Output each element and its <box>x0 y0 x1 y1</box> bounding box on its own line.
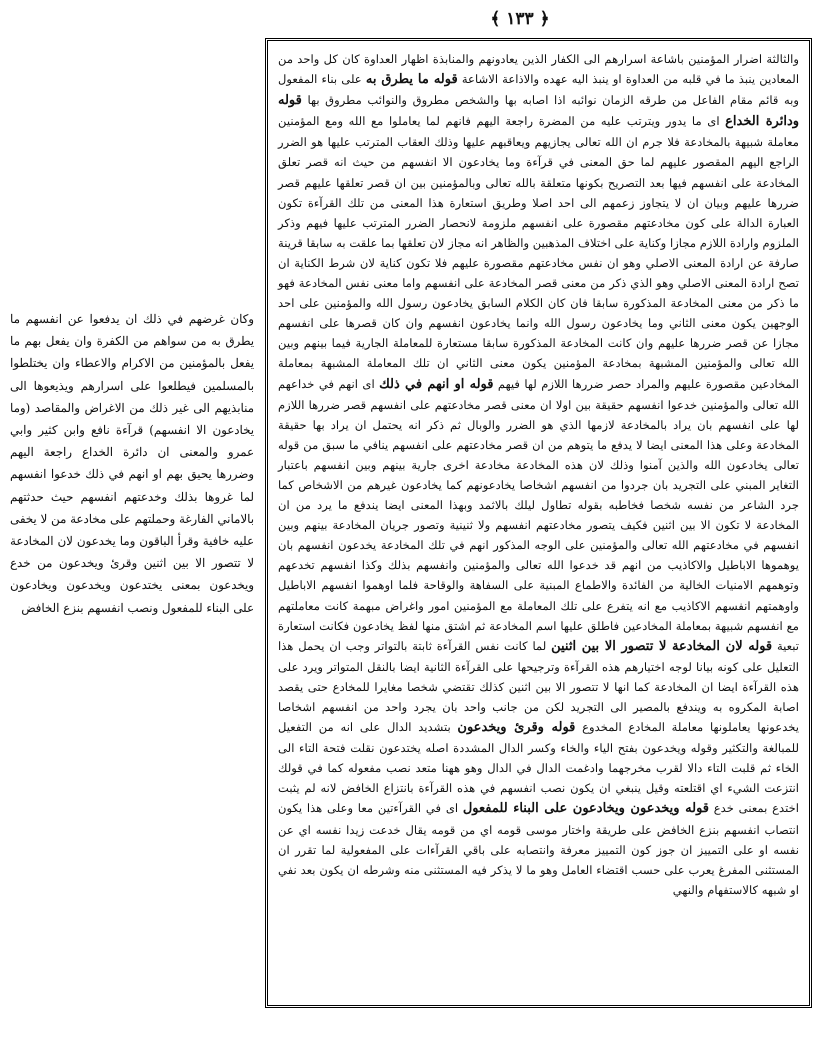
paragraph-text: اى ما يدور ويترتب عليه من المضرة راجعة اليهم فانهم لما يعاملوا مع الله ومع المؤمنين معاملة شبيهة بالمخادعة فلا جرم ان الله تعالى يجازيهم ويعاقبهم عليها وذلك العقاب المترتب عليها هو الضرر الراجع اليهم المقصور عليهم لما حق المعنى في قرآءة وما يخادعون الا انفسهم من حيث انه قصر تعلق المخادعة على انفسهم فيها بعد التصريح بكونها متعلقة بالله تعالى وبالمؤمنين بين ان قصر تعلقها عليهم قصر ضررها عليهم وبيان ان لا يتجاوز زعمهم الى احد اصلا وطريق استعارة هذا المعنى من تلك القرآءة تكون العبارة الدالة على كون مخادعتهم مقصورة على انفسهم ملزومة لانحصار الضرر المترتب عليها فيهم وذكر الملزوم وارادة اللازم مجازا وكناية على اختلاف المذهبين والظاهر انه مجاز لان تعلقها بما علقت به سابقا قرينة صارفة عن ارادة المعنى الاصلي وهو ان نفس مخادعتهم مقصورة عليهم فلا تكون كناية لان شرط الكناية ان تصح ارادة المعنى الاصلي وهو الذي ذكر من معنى قصر المخادعة على انفسهم واما معنى نفس المخادعة فهو ما ذكر من معنى المخادعة المذكورة سابقا فان كان الكلام السابق يخادعون رسول الله والمؤمنين على احد الوجهين يكون معنى الثاني وما يخادعون رسول الله وانما يخادعون انفسهم وان كان قصرها على انفسهم مجازا عن قصر ضررها عليهم وان كانت المخادعة المذكورة سابقا مستعارة للمعاملة الجارية فيما بينهم وبين الله تعالى والمؤمنين المشبهة بمخادعة المؤمنين يكون معنى الثاني ان تلك المعاملة المشبهة بمعاملة المخادعين مقصورة عليهم والمراد حصر ضررها اللازم لها فيهم <box>278 114 799 391</box>
commentary-text <box>278 49 799 900</box>
keyword-heading: قوله لان المخادعة لا تتصور الا بين اثنين <box>551 638 773 654</box>
page-number: ﴾ ١٣٣ ﴿ <box>490 9 550 29</box>
keyword-heading: قوله ويخدعون ويخادعون على البناء للمفعول <box>462 801 710 817</box>
paragraph-text: لما كانت نفس القرآءة ثابتة بالتواتر وجب ان يحمل هذا التعليل على كونه بيانا لوجه اختيارهم هذه القرآءة وترجيحها على القرآءة الثانية ايضا بالنقل المتواتر ويرد على هذه القرآءة ايضا ان المخادعة كما انها لا تتصور الا بين اثنين كذلك تقتضي شخصا مغايرا للمخادع حتى يقصد اصابة المكروه به ويندفع بالمصير الى التجريد لكن من جانب واحد بان يجرد واحد من انفسهم اشخاصا يخدعونها يعاملونها معاملة المخادع المخدوع <box>278 638 800 735</box>
paragraph-text: بتشديد الدال على انه من التفعيل للمبالغة والتكثير وقوله ويخدعون بفتح الياء والخاء وكسر الدال المشددة اصله يختدعون نقلت فتحة التاء الى الخاء ثم قلبت التاء دالا لقرب مخرجهما وادغمت الدال في الدال وهو ههنا متعد نصب مفعوله كما في قولك انتزعت الشيء اي اقتلعته وقيل ينبغي ان يكون نصب انفسهم في هذه القرآءة بانتزاع الخافض لانه لم يثبت اختدع بمعنى خدع <box>278 720 799 816</box>
paragraph-text: اى في القرآءتين معا وعلى هذا يكون انتصاب انفسهم بنزع الخافض على طريقة واختار موسى قومه اي من قومه يقال خدعت زيدا نفسه اي عن نفسه او على التمييز ان جوز كون التمييز معرفة وانتصابه على باقي القرآءات على المفعولية لما تقرر ان المستثنى المفرغ يعرب على حسب اقتضاء العامل وهو ما لا يذكر فيه المستثنى منه وشرطه ان يكون بعد نفي او شبهه كالاستفهام والنهي <box>278 801 799 897</box>
keyword-heading: قوله ودائرة الخداع <box>278 93 800 130</box>
commentary-paragraph <box>278 49 799 900</box>
margin-note-text: وكان غرضهم في ذلك ان يدفعوا عن انفسهم ما يطرق به من سواهم من الكفرة وان يفعل بهم ما يفعل بالمؤمنين من الاكرام والاعطاء وان يختلطوا بالمسلمين فيطلعوا على اسرارهم ويذيعوها الى منابذيهم الى غير ذلك من الاغراض والمقاصد (وما يخادعون الا انفسهم) قرآءة نافع وابن كثير وابي عمرو والمعنى ان دائرة الخداع راجعة اليهم وضررها يحيق بهم او انهم في ذلك خدعوا انفسهم لما غروها بذلك وخدعتهم انفسهم حيث حدثتهم بالاماني الفارغة وحملتهم على مخادعة من لا يخفى عليه خافية وقرأ الباقون وما يخدعون لان المخادعة لا تتصور الا بين اثنين وقرئ ويخدعون من خدع ويخدعون بمعنى يختدعون ويخدعون ويخادعون على البناء للمفعول ونصب انفسهم بنزع الخافض <box>10 312 254 615</box>
paragraph-text: على بناء المفعول وبه قائم مقام الفاعل من طرقه الزمان نوائبه اذا اصابه بها والشخص مطروق والنوائب مطروق بها <box>278 72 799 108</box>
paragraph-text: والثالثة اضرار المؤمنين باشاعة اسرارهم الى الكفار الذين يعادونهم والمنابذة اظهار العداوة كان كل واحد من المعادين ينبذ ما في قلبه من العداوة او ينبذ اليه عهده والاذاعة الاشاعة <box>278 52 800 87</box>
commentary-frame <box>265 38 812 1008</box>
paragraph-text: اى انهم في خداعهم الله تعالى والمؤمنين خدعوا انفسهم حقيقة بين اولا ان معنى قصر مخادعتهم على انفسهم قصر ضررها اللازم لها على انفسهم بان يراد بالمخادعة لازمها الذي هو الضرر والوبال ثم ذكر انه يحتمل ان يراد بها حقيقة المخادعة وعلى هذا المعنى ايضا لا يدفع ما يتوهم من ان قصر مخادعتهم على انفسهم ينافي ما سبق من قوله تعالى يخادعون الله والذين آمنوا وذلك لان هذه المخادعة مخادعة اخرى جارية بينهم وبين انفسهم باعتبار التغاير المبني على التجريد بان جردوا من انفسهم اشخاصا يخادعونهم كما يخادعون غيرهم من الاشخاص كما جرد الشاعر من نفسه شخصا فخاطبه بقوله تطاول ليلك بالاثمد وبهذا المعنى ايضا يندفع ما يرد من ان المخادعة لا تكون الا بين اثنين فكيف يتصور مخادعتهم انفسهم ولا ثنينية وتصور جريان المخادعة بينهم وبين انفسهم في مخادعتهم الله تعالى والمؤمنين على الوجه المذكور انهم في تلك المخادعة يخدعون انفسهم بان يوهموها الاباطيل والاكاذيب من انهم قد خدعوا الله تعالى والمؤمنين وانفسهم بذلك وكذا انفسهم تخدعهم وتوهمهم الامنيات الخالية من الفائدة والاطماع المبنية على السفاهة والوقاحة فلما اوهموا انفسهم الاباطيل واوهمتهم انفسهم الاكاذيب مع انه يتفرع على تلك المعاملة مع المؤمنين امور واغراض مبهمة كانت معاملتهم مع انفسهم شبيهة بمعاملة المخادعين فاطلق عليها اسم المخادعة ثم اشتق منها لفظ يخادعون فكانت استعارة تبعية <box>278 376 800 653</box>
keyword-heading: قوله وقرئ ويخدعون <box>457 720 576 736</box>
margin-note <box>10 308 254 868</box>
keyword-heading: قوله او انهم في ذلك <box>379 376 494 392</box>
keyword-heading: قوله ما يطرق به <box>365 72 458 88</box>
